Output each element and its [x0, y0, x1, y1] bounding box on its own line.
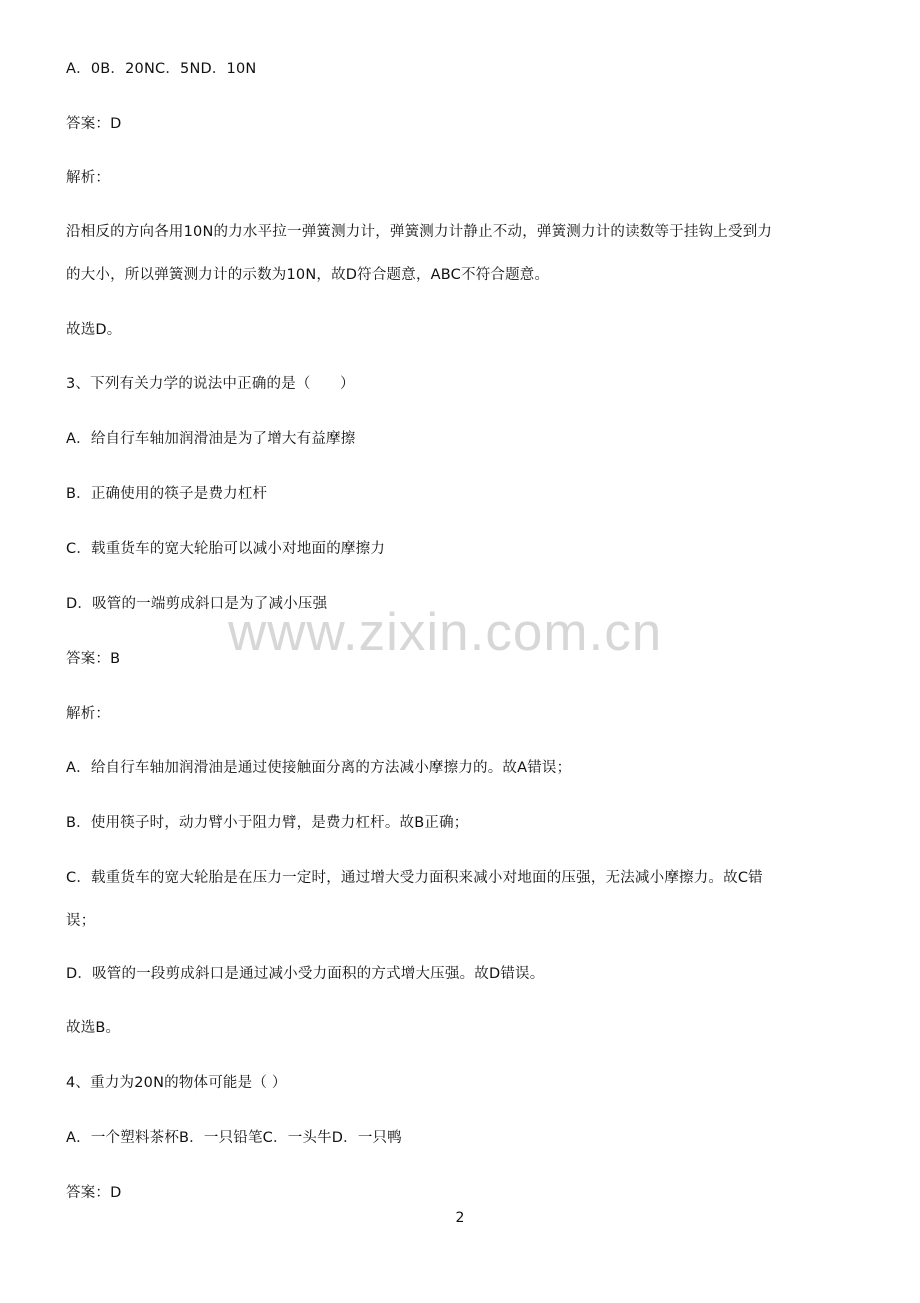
q2-analysis-heading: 解析： [66, 170, 111, 186]
q2-analysis-line-2: 的大小，所以弹簧测力计的示数为10N，故D符合题意，ABC不符合题意。 [66, 267, 550, 283]
q3-analysis-d: D．吸管的一段剪成斜口是通过减小受力面积的方式增大压强。故D错误。 [66, 966, 545, 982]
q2-options: A．0B．20NC．5ND．10N [66, 61, 257, 77]
q3-analysis-heading: 解析： [66, 706, 111, 722]
q4-options: A．一个塑料茶杯B．一只铅笔C．一头牛D．一只鸭 [66, 1130, 402, 1146]
q3-stem: 3、下列有关力学的说法中正确的是（ ） [66, 376, 355, 392]
q3-analysis-a: A．给自行车轴加润滑油是通过使接触面分离的方法减小摩擦力的。故A错误； [66, 760, 572, 776]
q3-option-b: B．正确使用的筷子是费力杠杆 [66, 486, 268, 502]
q3-analysis-c-line-2: 误； [66, 913, 96, 929]
q2-analysis-line-1: 沿相反的方向各用10N的力水平拉一弹簧测力计，弹簧测力计静止不动，弹簧测力计的读数等于挂钩上受到力 [66, 224, 773, 240]
q3-analysis-b: B．使用筷子时，动力臂小于阻力臂，是费力杠杆。故B正确； [66, 815, 469, 831]
q4-stem: 4、重力为20N的物体可能是（ ） [66, 1075, 287, 1091]
q3-option-c: C．载重货车的宽大轮胎可以减小对地面的摩擦力 [66, 541, 386, 557]
q3-conclusion: 故选B。 [66, 1020, 121, 1036]
q3-option-d: D．吸管的一端剪成斜口是为了减小压强 [66, 596, 328, 612]
q3-answer: 答案：B [66, 651, 121, 667]
q2-conclusion: 故选D。 [66, 322, 122, 338]
q3-analysis-c-line-1: C．载重货车的宽大轮胎是在压力一定时，通过增大受力面积来减小对地面的压强，无法减小摩擦力。故C错 [66, 870, 763, 886]
watermark: www.zixin.com.cn [228, 603, 663, 662]
q4-answer: 答案：D [66, 1185, 122, 1201]
q2-answer: 答案：D [66, 116, 122, 132]
page-number: 2 [455, 1210, 465, 1226]
q3-option-a: A．给自行车轴加润滑油是为了增大有益摩擦 [66, 431, 356, 447]
